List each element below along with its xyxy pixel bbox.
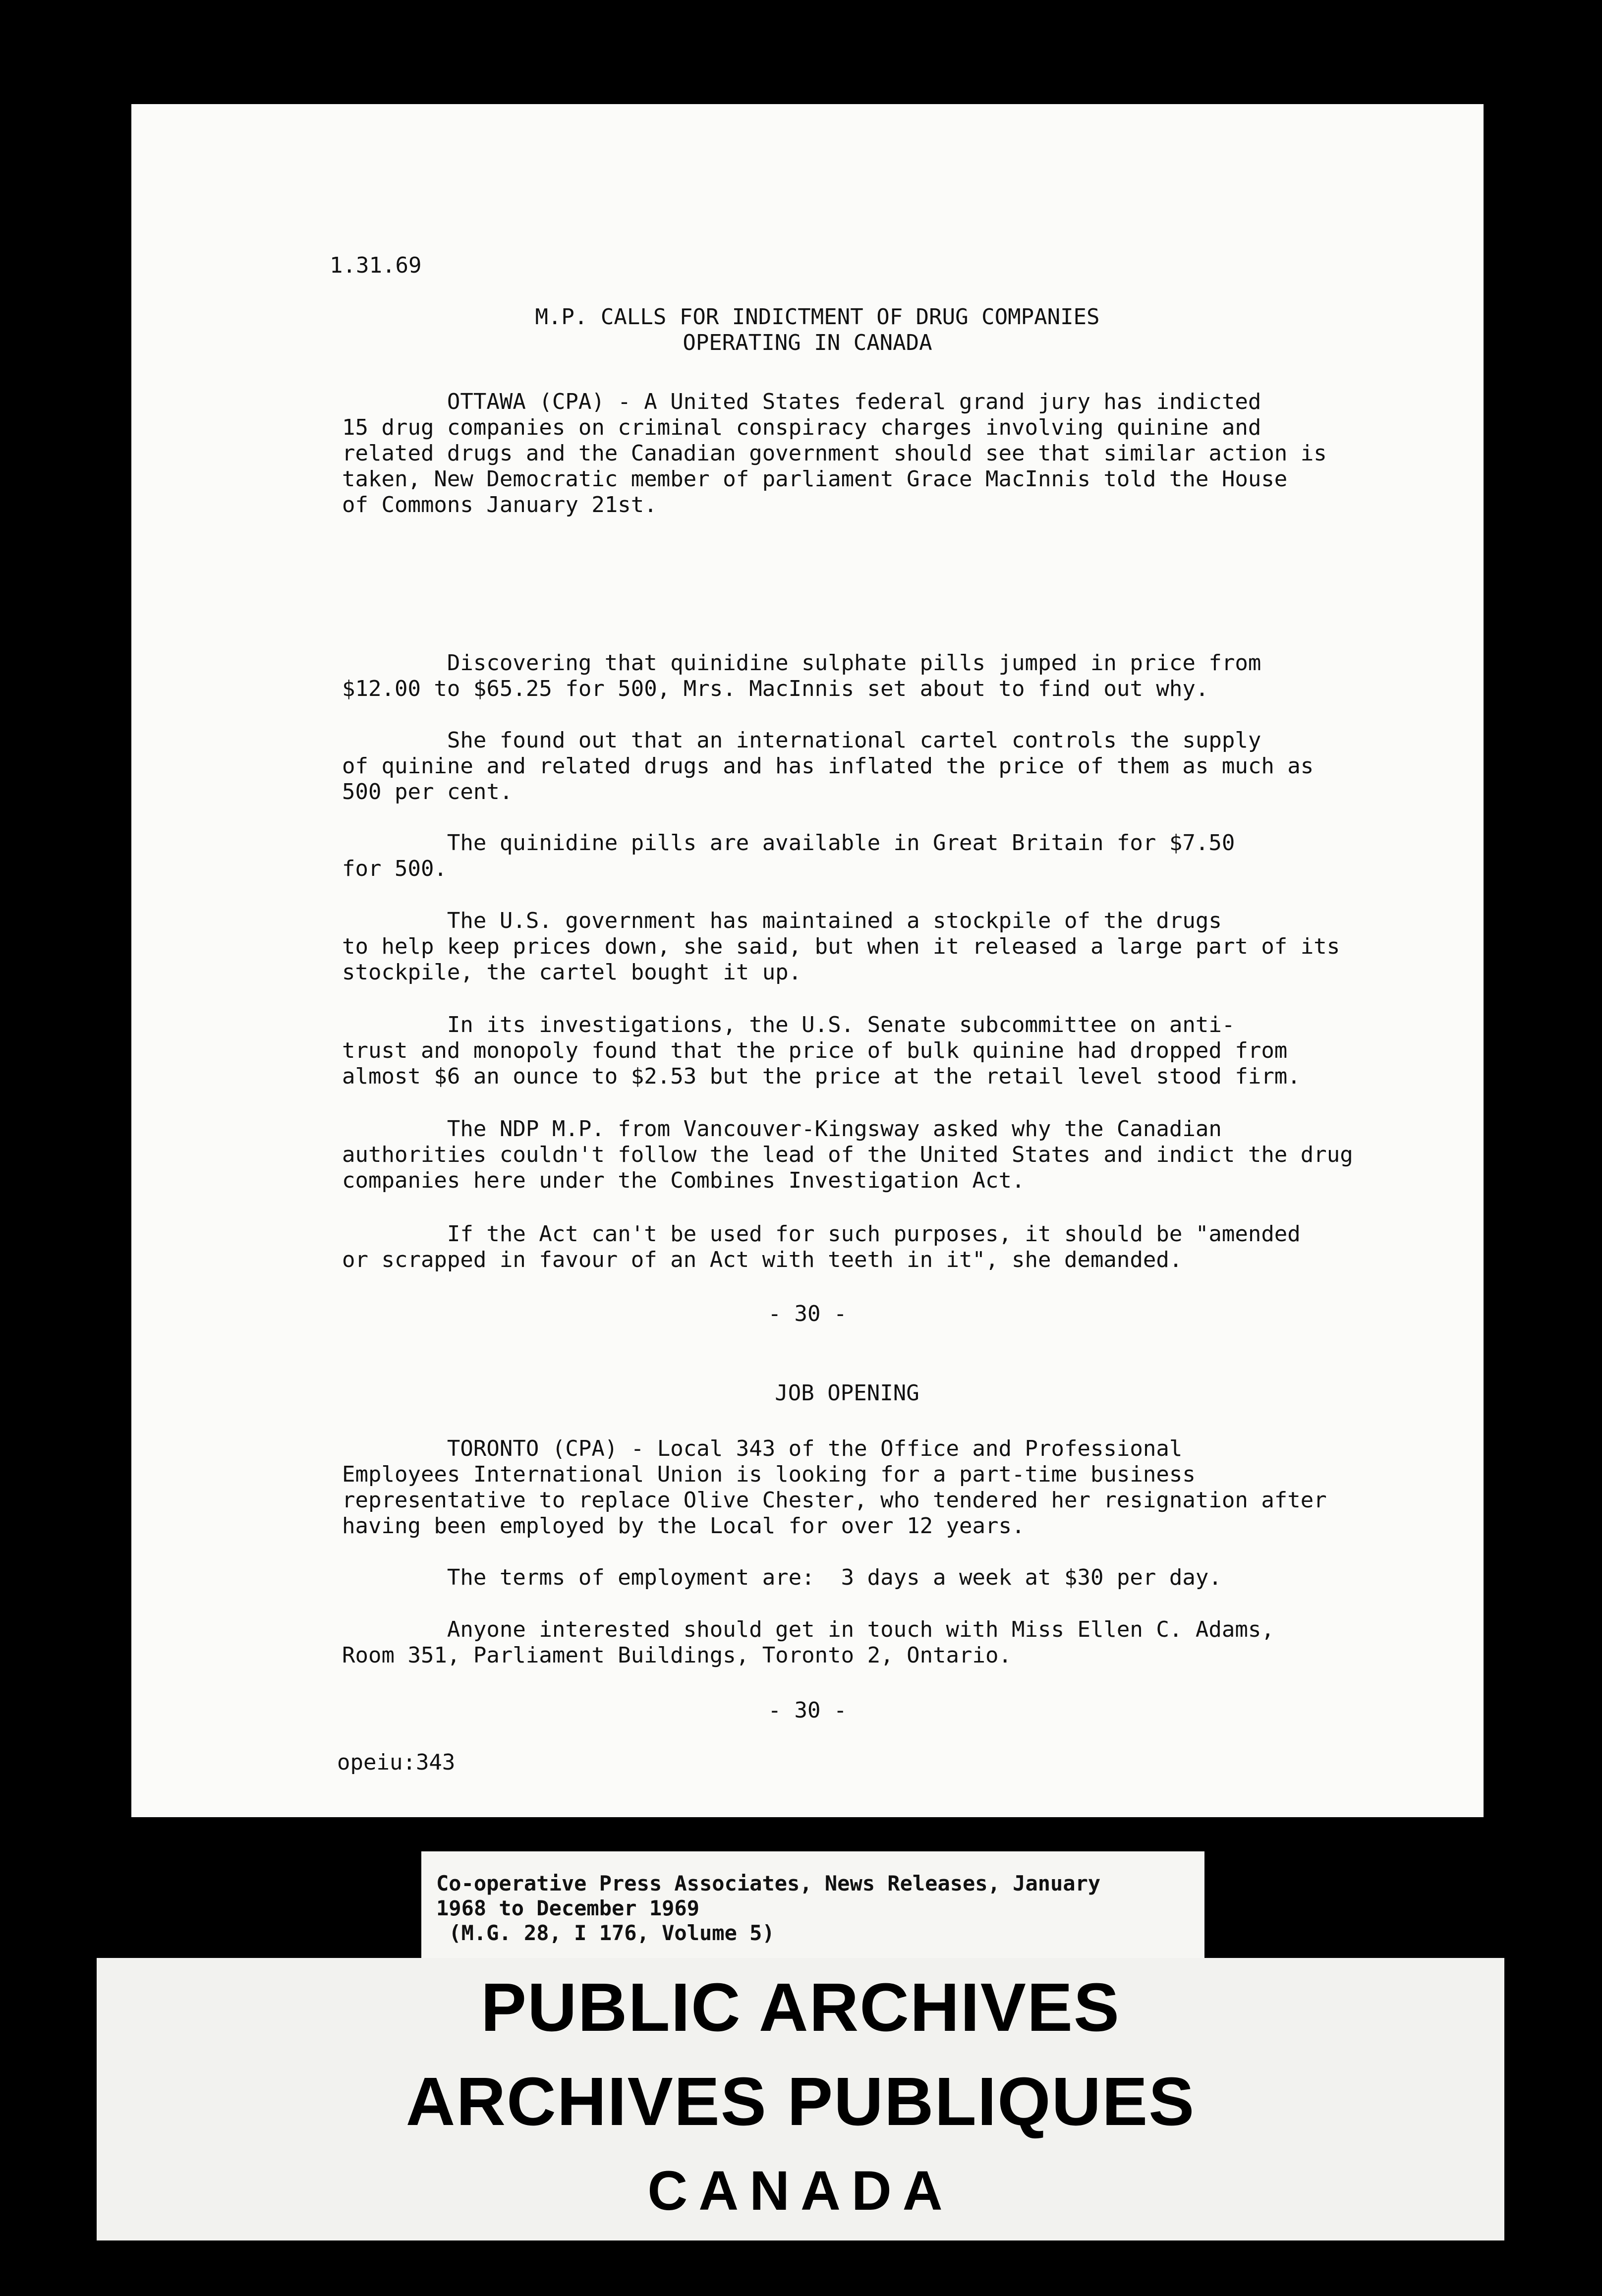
text-line: The U.S. government has maintained a stockpile of the drugs	[342, 908, 1222, 933]
article-paragraph	[342, 389, 1383, 518]
text-line: almost $6 an ounce to $2.53 but the price at the retail level stood firm.	[342, 1064, 1301, 1089]
text-line: The NDP M.P. from Vancouver-Kingsway asked why the Canadian	[342, 1116, 1222, 1142]
article-paragraph	[342, 1116, 1383, 1194]
archive-banner-country: CANADA	[647, 2160, 954, 2222]
article-paragraph	[342, 1012, 1383, 1090]
text-line: of quinine and related drugs and has inflated the price of them as much as	[342, 753, 1314, 779]
job-opening-paragraph	[342, 1565, 1383, 1591]
text-line: authorities couldn't follow the lead of the United States and indict the drug	[342, 1142, 1353, 1167]
document-date: 1.31.69	[330, 253, 422, 278]
text-line: If the Act can't be used for such purposes, it should be "amended	[342, 1221, 1301, 1247]
archive-banner-english: PUBLIC ARCHIVES	[481, 1969, 1120, 2046]
article-paragraph	[342, 650, 1383, 702]
job-opening-paragraph	[342, 1436, 1383, 1539]
text-line: The terms of employment are: 3 days a week at $30 per day.	[342, 1565, 1222, 1590]
article-title-line-2: OPERATING IN CANADA	[683, 330, 932, 355]
archive-banner	[97, 1958, 1504, 2240]
article-paragraph	[342, 830, 1383, 882]
text-line: Discovering that quinidine sulphate pills jumped in price from	[342, 650, 1261, 676]
text-line: She found out that an international cartel controls the supply	[342, 728, 1261, 753]
signoff: opeiu:343	[337, 1750, 456, 1775]
text-line: representative to replace Olive Chester, who tendered her resignation after	[342, 1488, 1327, 1513]
job-opening-title: JOB OPENING	[775, 1380, 919, 1406]
text-line: The quinidine pills are available in Great Britain for $7.50	[342, 830, 1235, 856]
text-line: TORONTO (CPA) - Local 343 of the Office and Professional	[342, 1436, 1183, 1461]
text-line: In its investigations, the U.S. Senate subcommittee on anti-	[342, 1012, 1235, 1037]
text-line: related drugs and the Canadian government should see that similar action is	[342, 441, 1327, 466]
article-title	[131, 304, 1484, 356]
article-paragraph	[342, 1221, 1383, 1273]
archive-banner-french: ARCHIVES PUBLIQUES	[405, 2064, 1196, 2140]
job-opening-paragraph	[342, 1617, 1383, 1668]
text-line: of Commons January 21st.	[342, 492, 657, 517]
end-mark: - 30 -	[768, 1301, 847, 1326]
text-line: $12.00 to $65.25 for 500, Mrs. MacInnis set about to find out why.	[342, 676, 1209, 701]
archive-reference-line-3: (M.G. 28, I 176, Volume 5)	[436, 1921, 775, 1945]
article-title-line-1: M.P. CALLS FOR INDICTMENT OF DRUG COMPANIES	[535, 304, 1100, 330]
text-line: 500 per cent.	[342, 779, 513, 804]
text-line: trust and monopoly found that the price of bulk quinine had dropped from	[342, 1038, 1288, 1063]
article-paragraph	[342, 908, 1383, 985]
text-line: or scrapped in favour of an Act with teeth in it", she demanded.	[342, 1247, 1183, 1272]
archive-reference-line-1: Co-operative Press Associates, News Releases, January	[436, 1871, 1101, 1895]
text-line: 15 drug companies on criminal conspiracy charges involving quinine and	[342, 415, 1261, 440]
text-line: having been employed by the Local for over 12 years.	[342, 1513, 1025, 1539]
text-line: stockpile, the cartel bought it up.	[342, 960, 802, 985]
article-paragraph	[342, 728, 1383, 805]
end-mark: - 30 -	[768, 1698, 847, 1723]
text-line: Employees International Union is looking for a part-time business	[342, 1462, 1196, 1487]
archive-reference-line-2: 1968 to December 1969	[436, 1896, 700, 1920]
text-line: Anyone interested should get in touch with Miss Ellen C. Adams,	[342, 1617, 1274, 1642]
text-line: OTTAWA (CPA) - A United States federal grand jury has indicted	[342, 389, 1261, 414]
text-line: Room 351, Parliament Buildings, Toronto 2, Ontario.	[342, 1643, 1012, 1668]
text-line: to help keep prices down, she said, but when it released a large part of its	[342, 934, 1340, 959]
text-line: for 500.	[342, 856, 447, 881]
text-line: taken, New Democratic member of parliament Grace MacInnis told the House	[342, 466, 1288, 492]
document-page	[131, 104, 1484, 1817]
archive-reference-label	[421, 1851, 1204, 1960]
text-line: companies here under the Combines Investigation Act.	[342, 1168, 1025, 1193]
